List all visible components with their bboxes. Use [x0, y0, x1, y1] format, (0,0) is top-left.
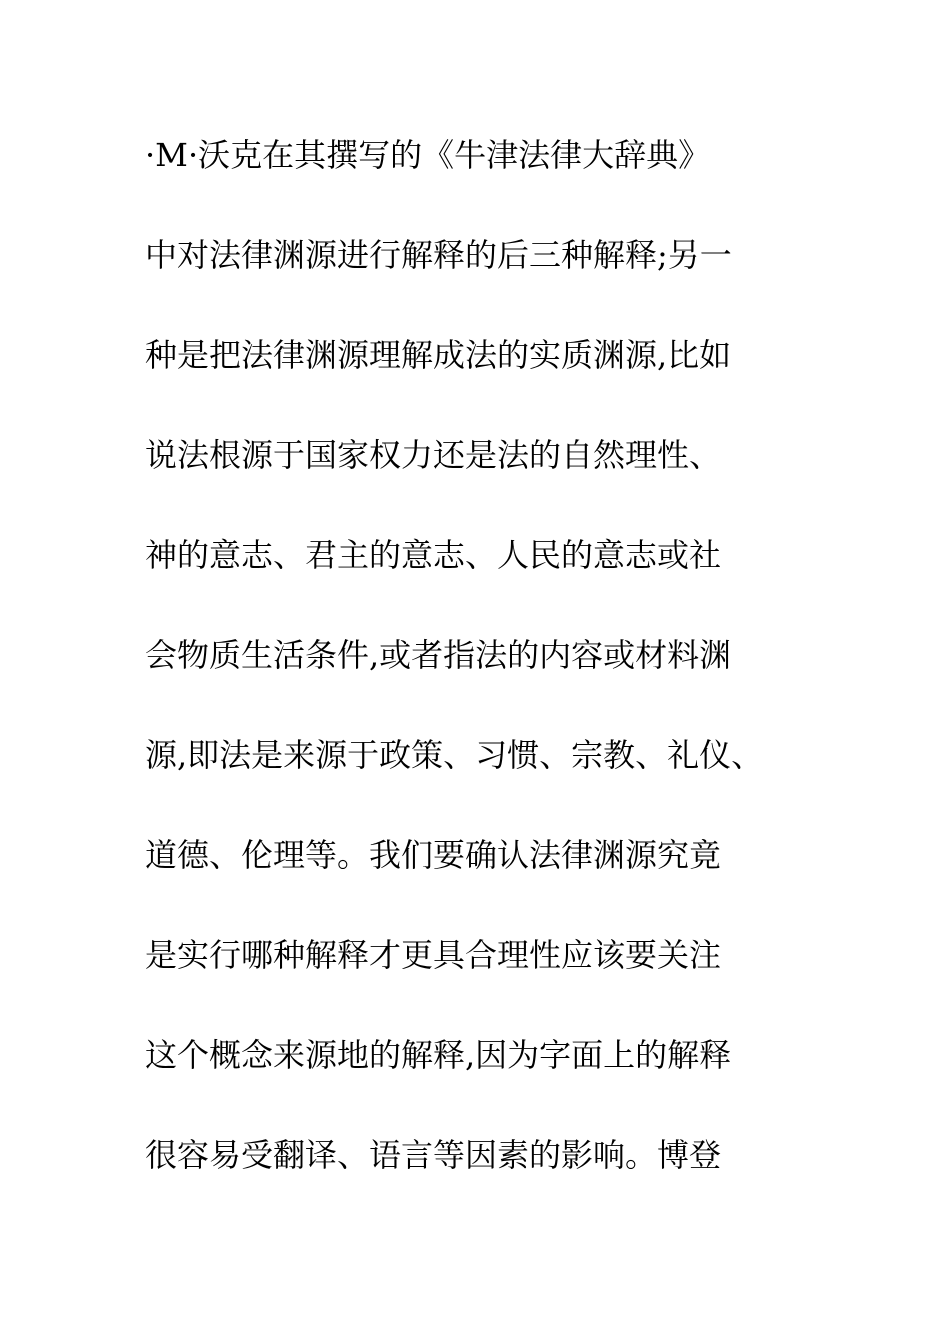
text-line-9: 是实行哪种解释才更具合理性应该要关注 [145, 936, 722, 974]
body-text [145, 125, 845, 1225]
text-line-7: 源,即法是来源于政策、习惯、宗教、礼仪、 [145, 736, 764, 774]
text-line-6: 会物质生活条件,或者指法的内容或材料渊 [145, 636, 732, 674]
text-line-3: 种是把法律渊源理解成法的实质渊源,比如 [145, 336, 732, 374]
text-line-2: 中对法律渊源进行解释的后三种解释;另一 [145, 236, 732, 274]
text-line-11: 很容易受翻译、语言等因素的影响。博登 [145, 1136, 722, 1174]
text-line-4: 说法根源于国家权力还是法的自然理性、 [145, 436, 722, 474]
text-line-5: 神的意志、君主的意志、人民的意志或社 [145, 536, 722, 574]
text-line-10: 这个概念来源地的解释,因为字面上的解释 [145, 1036, 732, 1074]
text-line-8: 道德、伦理等。我们要确认法律渊源究竟 [145, 836, 722, 874]
text-line-1: ·M·沃克在其撰写的《牛津法律大辞典》 [145, 136, 711, 174]
